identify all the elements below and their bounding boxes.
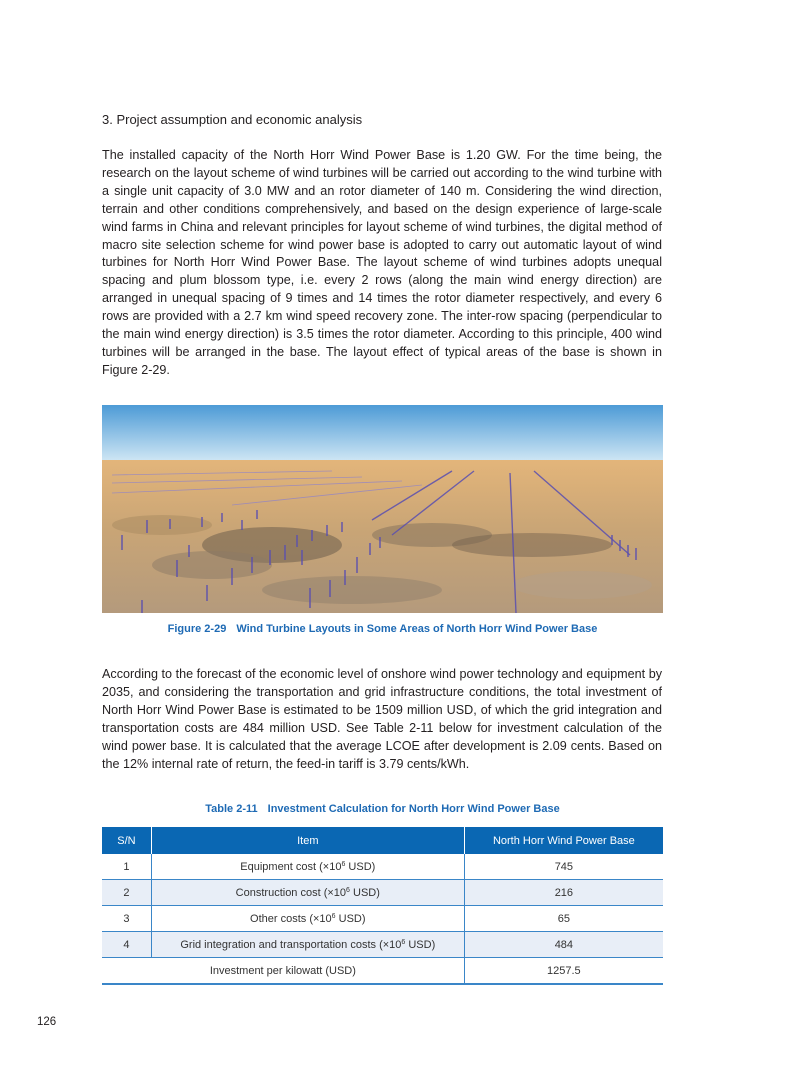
investment-table [102,827,663,985]
table-summary-row [102,958,663,985]
summary-value: 1257.5 [464,958,663,985]
item-unit: USD) [345,860,376,873]
body-paragraph-1: The installed capacity of the North Horr Wind Power Base is 1.20 GW. For the time being, the research on the layout scheme of wind turbines will be carried out according to the wind turbine with a single unit capacity of 3.0 MW and an rotor diameter of 140 m. Considering the wind direction, terrain and other conditions comprehensively, and based on the design experience of large-scale wind farms in China and relevant principles for layout scheme of wind turbines, the digital method of macro site selection scheme for wind power base is adopted to carry out automatic layout of wind turbines for North Horr Wind Power Base. The layout scheme of wind turbines adopts unequal spacing and plum blossom type, i.e. every 2 rows (along the main wind energy direction) are arranged in unequal spacing of 9 times and 14 times the rotor diameter respectively, and every 6 rows are provided with a 2.7 km wind speed recovery zone. The inter-row spacing (perpendicular to the main wind energy direction) is 3.5 times the rotor diameter. According to this principle, 400 wind turbines will be arranged in the base. The layout effect of typical areas of the base is shown in Figure 2-29. [102,148,662,377]
exponent: 6 [346,886,350,894]
section-heading: 3. Project assumption and economic analysis [102,112,363,127]
table-number: Table 2-11 [205,803,258,815]
item-text: Grid integration and transportation costs (×10 [180,938,402,951]
cell-item [151,880,464,906]
item-text: Equipment cost (×10 [240,860,342,873]
body-paragraph-2: According to the forecast of the economic level of onshore wind power technology and equipment by 2035, and considering the transportation and grid infrastructure conditions, the total investment of North Horr Wind Power Base is estimated to be 1509 million USD, of which the grid integration and transportation costs are 484 million USD. See Table 2-11 below for investment calculation of the wind power base. It is calculated that the average LCOE after development is 2.09 cents. Based on the 12% internal rate of return, the feed-in tariff is 3.79 cents/kWh. [102,667,662,771]
table-row [102,906,663,932]
figure-image-wind-turbine-layout [102,405,663,613]
item-unit: USD) [335,912,366,925]
figure-caption [102,623,663,635]
figure-number: Figure 2-29 [167,623,227,635]
table-header-row [102,827,663,854]
page-number: 126 [37,1016,57,1028]
item-text: Construction cost (×10 [235,886,347,899]
cell-value: 745 [464,854,663,880]
header-item: Item [151,827,464,854]
cell-sn: 3 [102,906,151,932]
item-text: Other costs (×10 [250,912,332,925]
header-value: North Horr Wind Power Base [464,827,663,854]
exponent: 6 [401,938,406,946]
table-row [102,932,663,958]
cell-item [151,932,464,958]
header-sn: S/N [102,827,151,854]
cell-item [151,906,464,932]
table-row [102,854,663,880]
exponent: 6 [331,912,336,920]
figure-title: Wind Turbine Layouts in Some Areas of North Horr Wind Power Base [236,623,598,635]
item-unit: USD) [349,886,380,899]
table-title: Investment Calculation for North Horr Wind Power Base [267,803,560,815]
cell-item [151,854,464,880]
exponent: 6 [341,860,346,868]
cell-sn: 2 [102,880,151,906]
cell-sn: 4 [102,932,151,958]
cell-sn: 1 [102,854,151,880]
cell-value: 484 [464,932,663,958]
table-row [102,880,663,906]
summary-label: Investment per kilowatt (USD) [102,958,464,985]
cell-value: 216 [464,880,663,906]
cell-value: 65 [464,906,663,932]
table-caption [102,803,663,815]
item-unit: USD) [405,938,436,951]
